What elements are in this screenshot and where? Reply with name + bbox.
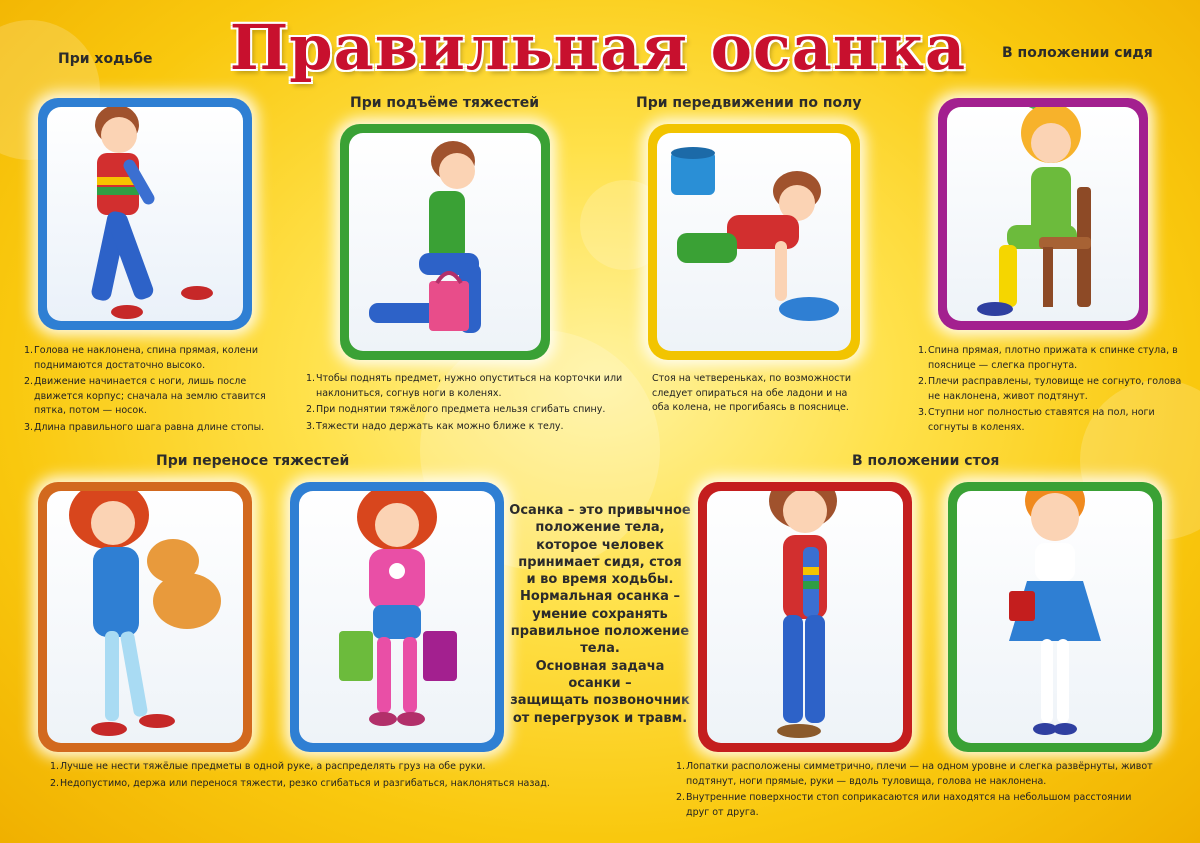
list-item: 2. Движение начинается с ноги, лишь после движется корпус; сначала на землю ставится пятка, потом — носок. [24,376,266,416]
definition-line: принимает сидя, стоя [518,554,682,570]
list-item: 3. Ступни ног полностью ставятся на пол, ноги согнуты в коленях. [918,407,1155,433]
frame-floor [648,124,860,360]
notes-walking [24,344,274,437]
frame-walking [38,98,252,330]
list-item: 3. Длина правильного шага равна длине стопы. [24,421,265,433]
heading-floor: При передвижении по полу [636,95,862,111]
list-item: 2. Плечи расправлены, туловище не согнуто, голова не наклонена, живот подтянут. [918,376,1182,402]
list-item: 2. При поднятии тяжёлого предмета нельзя сгибать спину. [306,404,606,415]
definition-line: Нормальная осанка – [520,589,680,605]
heading-carrying: При переносе тяжестей [156,453,350,469]
list-item: 1. Чтобы поднять предмет, нужно опуститься на корточки или наклониться, согнув ноги в коленях. [306,373,623,399]
boy-lifting-bag-illustration [349,133,541,351]
notes-standing [676,760,1156,822]
frame-sitting [938,98,1148,330]
boy-standing-illustration [707,491,903,743]
definition-line: и во время ходьбы. [526,572,674,588]
list-item: 2. Внутренние поверхности стоп соприкасаются или находятся на небольшом расстоянии друг от друга. [676,792,1132,818]
definition-line: Осанка – это привычное [509,503,691,518]
list-item: 3. Тяжести надо держать как можно ближе к телу. [306,420,564,432]
posture-definition [508,502,692,727]
definition-line: которое человек [536,537,664,553]
frame-standing-girl [948,482,1162,752]
heading-standing: В положении стоя [852,453,1000,469]
list-item: 1. Лопатки расположены симметрично, плечи — на одном уровне и слегка развёрнуты, живот подтянут, ноги прямые, руки — вдоль туловища, голова не наклонена. [676,761,1153,787]
girl-standing-illustration [957,491,1153,743]
definition-line: защищать позвоночник [510,693,690,709]
heading-sitting: В положении сидя [1002,45,1153,61]
frame-lifting [340,124,550,360]
frame-carrying-cat [38,482,252,752]
page-title: Правильная осанка [229,11,967,84]
frame-carrying-bags [290,482,504,752]
girl-carrying-cat-illustration [47,491,243,743]
definition-line: от перегрузок и травм. [512,710,688,726]
definition-line: тела. [580,641,620,657]
list-item: 1. Голова не наклонена, спина прямая, колени поднимаются достаточно высоко. [24,345,259,371]
girl-sitting-illustration [947,107,1139,321]
frame-standing-boy [698,482,912,752]
notes-lifting [306,372,636,436]
heading-walking: При ходьбе [58,51,153,67]
list-item: 2. Недопустимо, держа или перенося тяжести, резко сгибаться и разгибаться, наклоняться назад. [50,777,550,789]
text-floor: Стоя на четвереньках, по возможности следует опираться на обе ладони и на оба колена, не прогибаясь в пояснице. [652,373,852,413]
notes-sitting [918,344,1188,437]
definition-line: Основная задача осанки – [535,658,665,691]
heading-lifting: При подъёме тяжестей [350,95,540,111]
notes-carrying [50,760,610,793]
definition-line: положение тела, [535,520,665,536]
boy-crawling-illustration [657,133,851,351]
girl-carrying-bags-illustration [299,491,495,743]
definition-line: правильное положение [510,624,690,640]
boy-walking-illustration [47,107,243,321]
list-item: 1. Лучше не нести тяжёлые предметы в одной руке, а распределять груз на обе руки. [50,761,486,772]
definition-line: умение сохранять [532,606,668,622]
list-item: 1. Спина прямая, плотно прижата к спинке стула, в пояснице — слегка прогнута. [918,345,1178,371]
